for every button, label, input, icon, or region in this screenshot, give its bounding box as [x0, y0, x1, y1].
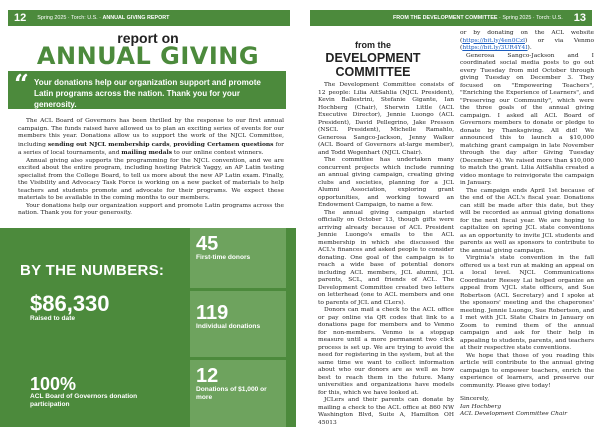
- stats-heading: BY THE NUMBERS:: [20, 262, 165, 279]
- body-paragraph: The Development Committee consists of 12 people: Lilia AitSahlia (NJCL President), Kevin Ballestrini, Stefanie Gigante, Ian Hochberg (Chair), Sherwin Little (ACL Executive Director), Jennie Luongo (ACL President), David Pellegrino, Jake Presson (NSCL President), Michelle Ramahlo, Generosa Sangco-Jackson, Jenny Walker (ACL Board of Governors at-large member), and Todd Wegenhart (NJCL Chair).: [318, 82, 454, 156]
- pull-quote: [8, 71, 286, 109]
- page-number: 12: [14, 12, 27, 24]
- by-the-numbers-panel: [0, 228, 296, 427]
- body-paragraph: The campaign ends April 1st because of the end of the ACL's fiscal year. Donations can still be made after this date, but they will be recorded as annual giving donations for the next fiscal year. We are hoping to capitalize on spring JCL state conventions as an opportunity to invite JCL students and parents as well as sponsors to contribute to the annual giving campaign.: [460, 187, 594, 254]
- body-paragraph: Your donations help our organization support and promote Latin programs across the nation. Thank you for your generosity.: [18, 202, 284, 216]
- venmo-link[interactable]: https://bit.ly/3UR4Y4I: [462, 45, 528, 51]
- running-head-right: [310, 10, 592, 26]
- body-paragraph: Generosa Sangco-Jackson and I coordinated social media posts to go out every Tuesday from mid October through giving Tuesday on December 3. They focused on "Empowering Teachers", "Enriching the Experience of Learners", and "Preserving our Community", which were the three goals of the annual giving campaign. I asked all ACL Board of Governors members to donate or pledge to donate by Thanksgiving. All did! We announced this to launch a $10,000 matching grant campaign in late November through the day after Giving Tuesday (December 4). We raised more than $10,000 to match the grant. Lilia AitSahlia created a video montage to reinvigorate the campaign in January.: [460, 52, 594, 186]
- article-body: [18, 118, 284, 218]
- running-head-issue: · Spring 2025 · Torch: U.S.: [499, 15, 563, 21]
- body-paragraph: The committee has undertaken many concurrent projects which include running an annual giving campaign, creating giving clubs and societies, planning for a JCL Alumni Association, exploring grant opportunities, and working toward an Endowment Campaign, to name a few.: [318, 157, 454, 208]
- running-head-section: ANNUAL GIVING REPORT: [102, 15, 170, 21]
- stat-large-value: 12: [196, 365, 219, 387]
- article-kicker: report on: [117, 30, 179, 46]
- section-title: [318, 40, 428, 79]
- running-head-issue: Spring 2025 · Torch: U.S. ·: [37, 15, 101, 21]
- article-column-2: [460, 30, 594, 419]
- left-page: [0, 0, 296, 427]
- body-paragraph: Donors can mail a check to the ACL office or pay online via QR codes that link to a donations page for members and to Venmo for non-members. Venmo is a stopgap measure until a more permanent two click process is set up. We are trying to avoid the need for registering in the system, but at the same time we want to collect information about who our donors are as well as how best to reach them in the future. Many universities and organizations have models for this, which we have looked at.: [318, 307, 454, 396]
- stat-large-donations: [190, 360, 286, 427]
- running-head-text: [32, 15, 174, 21]
- running-head-left: [8, 10, 290, 26]
- stat-raised-value: $86,330: [30, 291, 110, 316]
- closing: Sincerely,: [460, 396, 490, 402]
- stat-raised: [30, 293, 180, 323]
- body-paragraph: Annual giving also supports the programming for the NJCL convention, and we are excited about the entire program, including hosting Patrick Yaggy, an AP Latin testing specialist from the College Board, to tell us more about the new AP Latin exam. Finally, the Visibility and Advocacy Task Force is working on a new packet of materials to help teachers and students promote and advocate for their programs. We expect these materials to be available in the coming months to our members.: [18, 157, 284, 201]
- article-column-1: [318, 82, 454, 427]
- quote-mark-icon: “: [14, 70, 29, 100]
- body-paragraph: The annual giving campaign started officially on October 13, though gifts were arriving already because of ACL President Jennie Luongo's emails to the ACL membership in which she discussed the ACL's finances and asked people to consider donating. One goal of the campaign is to reach a wide base of potential donors including ACL members, JCL alumni, JCL parents, SCL, and friends of ACL. The Development Committee created two letters on letterhead (one to ACL members and one to parents of JCL and CLers).: [318, 209, 454, 306]
- stat-first-time: [190, 228, 286, 288]
- pull-quote-text: Your donations help our organization support and promote Latin programs across the nation. Thank you for your generosity.: [34, 78, 261, 109]
- stat-individual: [190, 291, 286, 357]
- running-head-text: [388, 15, 568, 21]
- running-head-section: FROM THE DEVELOPMENT COMMITTEE: [393, 15, 498, 21]
- stat-participation-value: 100%: [30, 374, 77, 394]
- signer-name: Ian Hochberg: [460, 403, 502, 410]
- body-paragraph: The ACL Board of Governors has been thrilled by the response to our first annual campaign. The funds raised have allowed us to plan an exciting series of events for our members this year. Donations allow us to support the work of the NJCL Committee, including sending out NJCL membership cards, providing Certamen questions for a series of local tournaments, and mailing medals to our online contest winners.: [18, 118, 285, 156]
- stat-individual-value: 119: [196, 302, 229, 324]
- stat-large-label: Donations of $1,000 or more: [196, 386, 267, 401]
- body-paragraph: Virginia's state convention in the fall offered us a test run at making an appeal on a local level. NJCL Communications Coordinator Reesey Lai helped organize an appeal from VJCL state officers, and Sue Robertson (ACL Secretary) and I spoke at the sponsors' meeting and the chaperones' meeting. Jennie Luongo, Sue Robertson, and I met with JCL State Chairs in January on Zoom to remind them of the annual campaign and ask for their help in appealing to students, parents, and teachers at their respective state conventions.: [460, 255, 594, 351]
- stat-individual-label: Individual donations: [196, 323, 261, 330]
- section-kicker: from the: [355, 40, 391, 50]
- article-title: ANNUAL GIVING: [36, 42, 260, 70]
- stat-first-time-label: First-time donors: [196, 254, 251, 261]
- stat-participation: [30, 375, 150, 409]
- body-paragraph: JCLers and their parents can donate by mailing a check to the ACL office at 860 NW Washington Blvd, Suite A, Hamilton OH 45013: [318, 397, 454, 426]
- stat-participation-label: ACL Board of Governors donation participation: [30, 393, 138, 408]
- page-number: 13: [573, 12, 586, 24]
- donate-website-link[interactable]: https://bit.ly/4en0Czl: [462, 37, 525, 44]
- section-heading: DEVELOPMENT COMMITTEE: [325, 51, 421, 79]
- stat-first-time-value: 45: [196, 233, 219, 255]
- body-paragraph: We hope that those of you reading this article will contribute to the annual giving campaign to empower teachers, enrich the experience of learners, and preserve our community. Please give today!: [460, 352, 594, 389]
- body-paragraph: or by donating on the ACL website (https://bit.ly/4en0Czl) or via Venmo (https://bit.ly/3UR4Y4I).: [460, 30, 594, 51]
- signer-title: ACL Development Committee Chair: [460, 411, 568, 417]
- right-page: [304, 0, 600, 427]
- stat-raised-label: Raised to date: [30, 315, 76, 322]
